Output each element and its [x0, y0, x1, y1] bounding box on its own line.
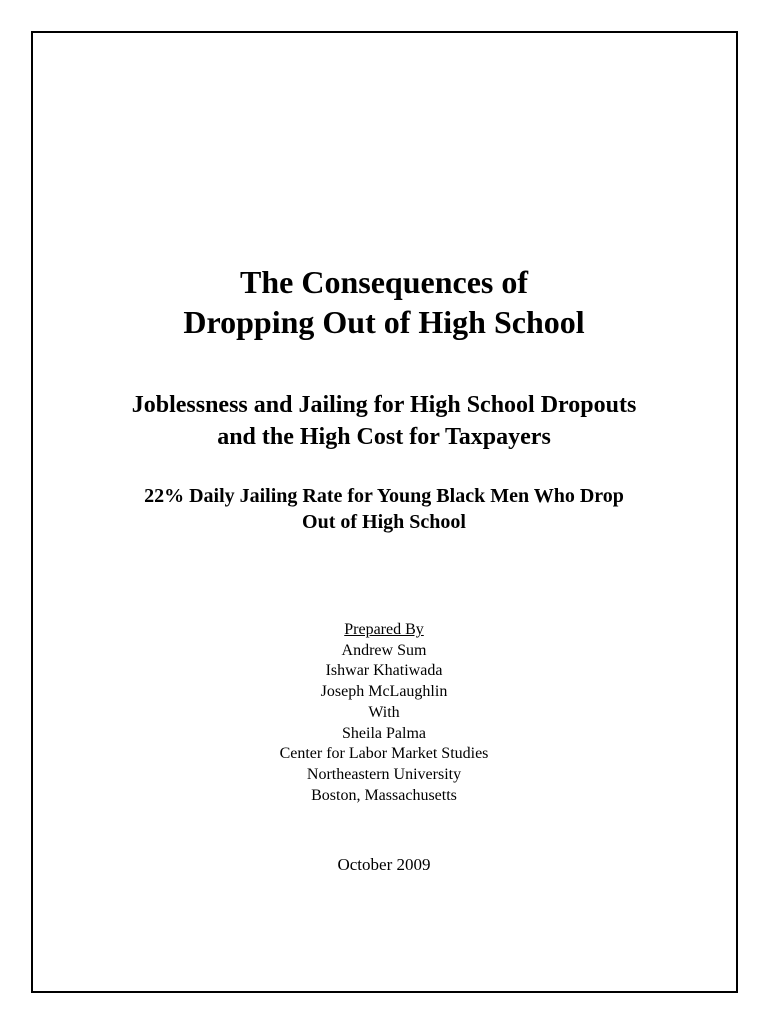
subtitle-line-1: Joblessness and Jailing for High School Dropouts [131, 392, 637, 418]
document-tagline [0, 483, 768, 535]
organization-name: Center for Labor Market Studies [279, 745, 489, 763]
prepared-by-heading: Prepared By [344, 621, 424, 638]
credits-block [0, 620, 768, 806]
author-name: Ishwar Khatiwada [325, 662, 443, 680]
tagline-line-2: Out of High School [302, 511, 466, 533]
subtitle-line-2: and the High Cost for Taxpayers [217, 424, 551, 450]
title-line-2: Dropping Out of High School [183, 304, 585, 340]
contributor-name: Sheila Palma [342, 724, 426, 742]
author-name: Joseph McLaughlin [320, 683, 448, 701]
author-name: Andrew Sum [341, 641, 427, 659]
tagline-line-1: 22% Daily Jailing Rate for Young Black Men Who Drop [144, 485, 624, 507]
location-text: Boston, Massachusetts [311, 786, 457, 804]
document-title [0, 262, 768, 342]
document-subtitle [0, 389, 768, 453]
university-name: Northeastern University [306, 765, 462, 783]
title-line-1: The Consequences of [239, 264, 528, 300]
publication-date: October 2009 [337, 855, 431, 874]
with-label: With [368, 703, 400, 721]
